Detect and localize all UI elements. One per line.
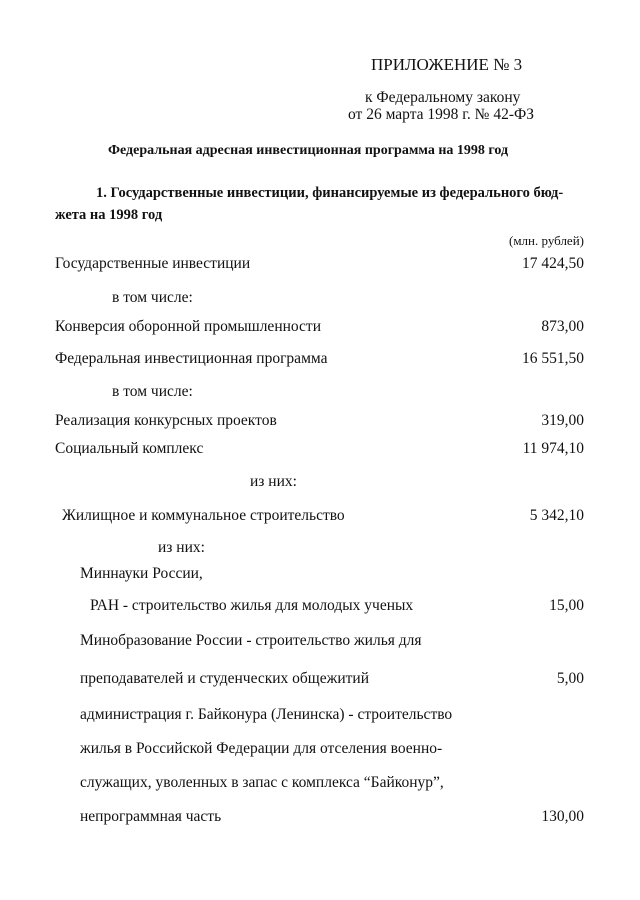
row-label: в том числе: (112, 289, 193, 306)
row-value: 16 551,50 (522, 350, 584, 367)
row-label: Жилищное и коммунальное строительство (62, 507, 345, 524)
units-label: (млн. рублей) (509, 233, 584, 248)
row-label: Федеральная инвестиционная программа (55, 350, 328, 367)
row-label: Реализация конкурсных проектов (55, 412, 277, 429)
row-label: РАН - строительство жилья для молодых ученых (90, 597, 414, 614)
law-reference-line2: от 26 марта 1998 г. № 42-ФЗ (348, 106, 534, 123)
row-label: из них: (250, 473, 297, 490)
row-value: 5,00 (556, 670, 584, 687)
row-label: служащих, уволенных в запас с комплекса “Байконур”, (80, 774, 444, 791)
row-value: 11 974,10 (522, 440, 584, 457)
row-label: Государственные инвестиции (55, 255, 251, 272)
section-heading-line1: 1. Государственные инвестиции, финансируемые из федерального бюд- (96, 185, 564, 201)
row-label: в том числе: (112, 383, 193, 400)
row-label: Конверсия оборонной промышленности (55, 318, 321, 335)
row-value: 17 424,50 (522, 255, 584, 272)
row-label: администрация г. Байконура (Ленинска) - строительство (80, 706, 453, 723)
row-value: 130,00 (541, 808, 584, 825)
appendix-title: ПРИЛОЖЕНИЕ № 3 (371, 55, 523, 74)
row-label: непрограммная часть (80, 808, 222, 825)
program-title: Федеральная адресная инвестиционная программа на 1998 год (108, 143, 509, 158)
row-label: Миннауки России, (80, 565, 203, 582)
row-label: из них: (158, 539, 205, 556)
row-value: 5 342,10 (529, 507, 584, 524)
law-reference-line1: к Федеральному закону (365, 89, 521, 106)
row-label: преподавателей и студенческих общежитий (80, 670, 369, 687)
row-value: 319,00 (541, 412, 584, 429)
row-label: Минобразование России - строительство жилья для (80, 632, 422, 649)
row-value: 15,00 (549, 597, 584, 614)
row-value: 873,00 (541, 318, 584, 335)
row-label: Социальный комплекс (55, 440, 204, 457)
row-label: жилья в Российской Федерации для отселения военно- (80, 740, 443, 757)
section-heading-line2: жета на 1998 год (55, 207, 163, 223)
